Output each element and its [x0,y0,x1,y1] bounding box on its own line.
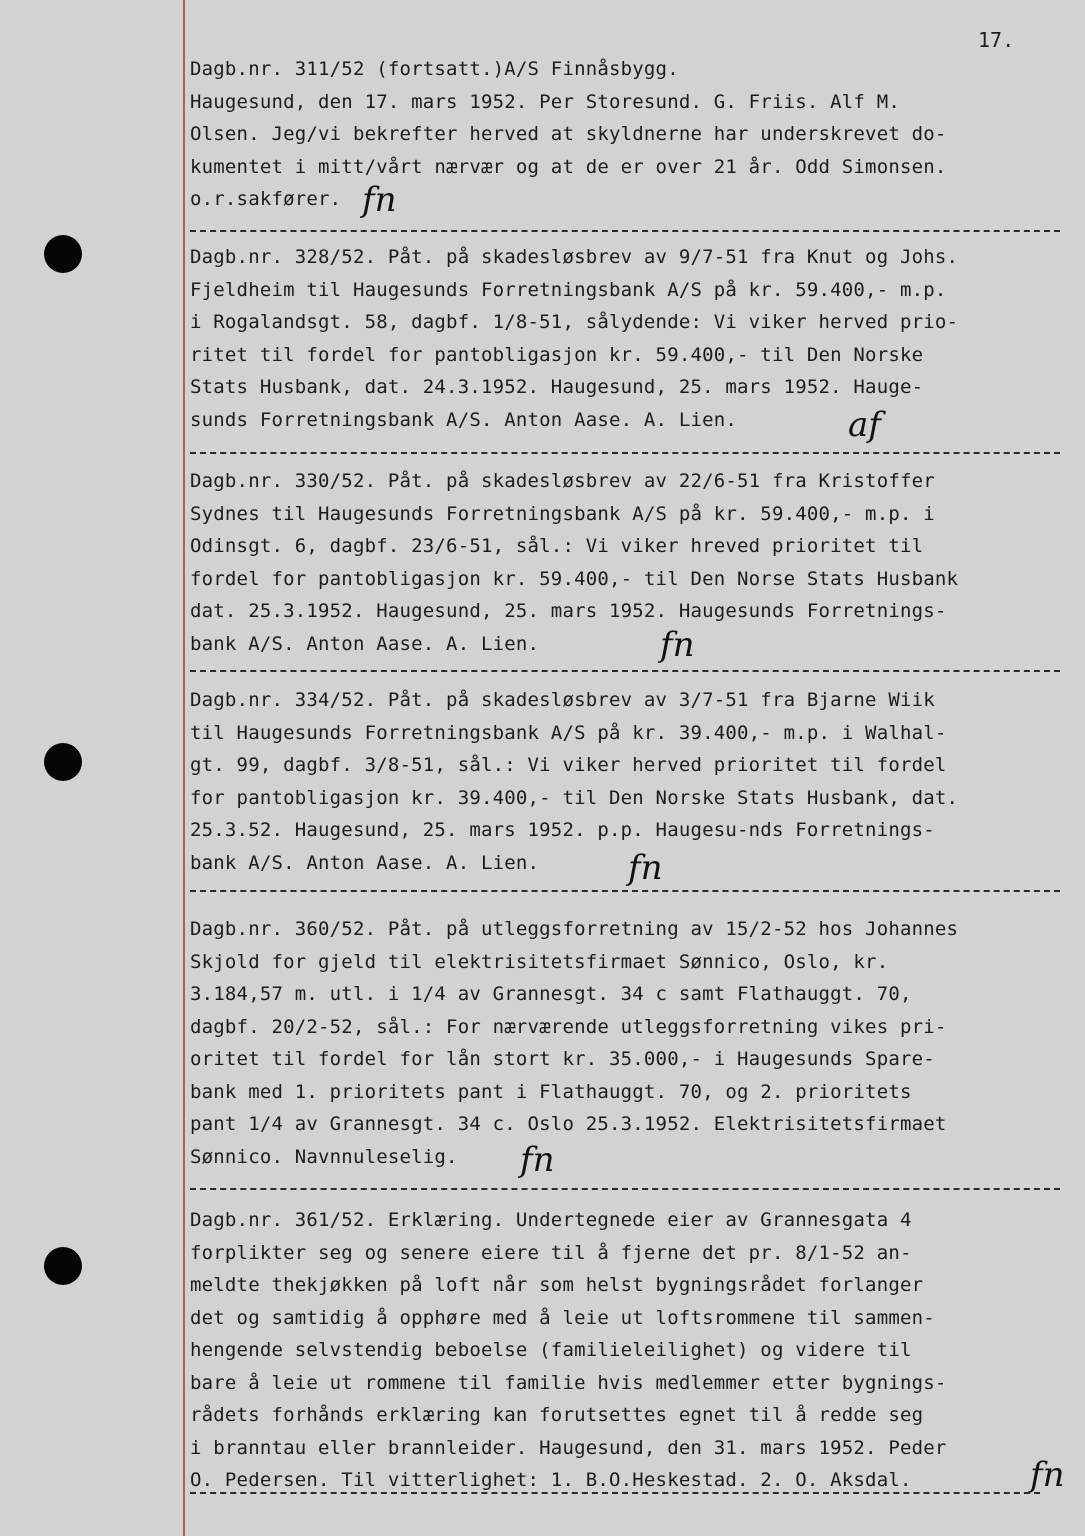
entry-line: forplikter seg og senere eiere til å fjerne det pr. 8/1-52 an- [190,1241,912,1264]
entry-line: Dagb.nr. 361/52. Erklæring. Undertegnede eier av Grannesgata 4 [190,1209,912,1231]
entry-line: Dagb.nr. 334/52. Påt. på skadesløsbrev av 3/7-51 fra Bjarne Wiik [190,689,935,711]
dashed-separator [190,230,1060,232]
dashed-separator [190,1188,1060,1190]
entry-line: bank A/S. Anton Aase. A. Lien. [190,632,540,655]
handwritten-initials: fn [660,625,695,665]
entry-line: Sydnes til Haugesunds Forretningsbank A/S på kr. 59.400,- m.p. i [190,502,935,525]
entry-line: bare å leie ut rommene til familie hvis medlemmer etter bygnings- [190,1371,947,1394]
entry-line: oritet til fordel for lån stort kr. 35.000,- i Haugesunds Spare- [190,1048,935,1070]
entry-line: pant 1/4 av Grannesgt. 34 c. Oslo 25.3.1952. Elektrisitetsfirmaet [190,1113,947,1135]
entry-line: O. Pedersen. Til vitterlighet: 1. B.O.Heskestad. 2. O. Aksdal. [190,1469,912,1491]
entry-line: kumentet i mitt/vårt nærvær og at de er over 21 år. Odd Simonsen. [190,155,947,178]
entry-line: dat. 25.3.1952. Haugesund, 25. mars 1952. Haugesunds Forretnings- [190,600,947,622]
punch-hole [44,1247,82,1285]
page-number: 17. [978,28,1015,52]
margin-rule [183,0,185,1536]
entry-line: dagbf. 20/2-52, sål.: For nærværende utleggsforretning vikes pri- [190,1015,947,1038]
entry-line: det og samtidig å opphøre med å leie ut loftsrommene til sammen- [190,1306,935,1329]
entry-line: sunds Forretningsbank A/S. Anton Aase. A. Lien. [190,408,738,431]
handwritten-initials: fn [1030,1455,1065,1495]
entry-line: Fjeldheim til Haugesunds Forretningsbank A/S på kr. 59.400,- m.p. [190,278,947,301]
dashed-separator [190,670,1060,672]
entry-line: bank med 1. prioritets pant i Flathauggt. 70, og 2. prioritets [190,1080,912,1103]
punch-hole [44,743,82,781]
entry-line: Dagb.nr. 328/52. Påt. på skadesløsbrev av 9/7-51 fra Knut og Johs. [190,246,959,268]
handwritten-initials: fn [628,848,663,888]
dashed-separator [190,1492,1040,1494]
handwritten-initials: fn [520,1140,555,1180]
entry-line: for pantobligasjon kr. 39.400,- til Den Norske Stats Husbank, dat. [190,786,959,809]
entry-line: til Haugesunds Forretningsbank A/S på kr. 39.400,- m.p. i Walhal- [190,721,947,744]
entry-line: Sønnico. Navnnuleselig. [190,1145,458,1168]
entry-line: fordel for pantobligasjon kr. 59.400,- til Den Norse Stats Husbank [190,567,959,590]
journal-entry [190,53,1070,216]
entry-line: meldte thekjøkken på loft når som helst bygningsrådet forlanger [190,1274,924,1296]
entry-line: rådets forhånds erklæring kan forutsettes egnet til å redde seg [190,1404,924,1426]
entry-line: o.r.sakfører. [190,188,342,210]
entry-line: Haugesund, den 17. mars 1952. Per Storesund. G. Friis. Alf M. [190,90,900,113]
entry-line: Stats Husbank, dat. 24.3.1952. Haugesund, 25. mars 1952. Hauge- [190,376,924,398]
entry-line: Skjold for gjeld til elektrisitetsfirmaet Sønnico, Oslo, kr. [190,950,889,973]
entry-line: Dagb.nr. 311/52 (fortsatt.)A/S Finnåsbygg. [190,58,679,80]
entry-line: i Rogalandsgt. 58, dagbf. 1/8-51, sålydende: Vi viker herved prio- [190,311,959,333]
entry-line: bank A/S. Anton Aase. A. Lien. [190,851,540,874]
entry-line: 25.3.52. Haugesund, 25. mars 1952. p.p. Haugesu-nds Forretnings- [190,819,935,841]
journal-entry [190,465,1070,660]
handwritten-initials: af [848,405,881,445]
entry-line: gt. 99, dagbf. 3/8-51, sål.: Vi viker herved prioritet til fordel [190,754,947,776]
dashed-separator [190,452,1060,454]
dashed-separator [190,890,1060,892]
entry-line: Dagb.nr. 360/52. Påt. på utleggsforretning av 15/2-52 hos Johannes [190,918,959,940]
journal-entry [190,1204,1070,1497]
journal-entry [190,241,1070,436]
entry-line: Olsen. Jeg/vi bekrefter herved at skyldnerne har underskrevet do- [190,123,947,145]
entry-line: ritet til fordel for pantobligasjon kr. 59.400,- til Den Norske [190,343,924,366]
entry-line: 3.184,57 m. utl. i 1/4 av Grannesgt. 34 c samt Flathauggt. 70, [190,983,912,1005]
entry-line: Odinsgt. 6, dagbf. 23/6-51, sål.: Vi viker hreved prioritet til [190,535,924,557]
entry-line: hengende selvstendig beboelse (familieleilighet) og videre til [190,1339,912,1361]
punch-hole [44,235,82,273]
journal-entry [190,913,1070,1173]
handwritten-initials: fn [362,180,397,220]
entry-line: Dagb.nr. 330/52. Påt. på skadesløsbrev av 22/6-51 fra Kristoffer [190,470,935,492]
entry-line: i branntau eller brannleider. Haugesund, den 31. mars 1952. Peder [190,1436,947,1459]
